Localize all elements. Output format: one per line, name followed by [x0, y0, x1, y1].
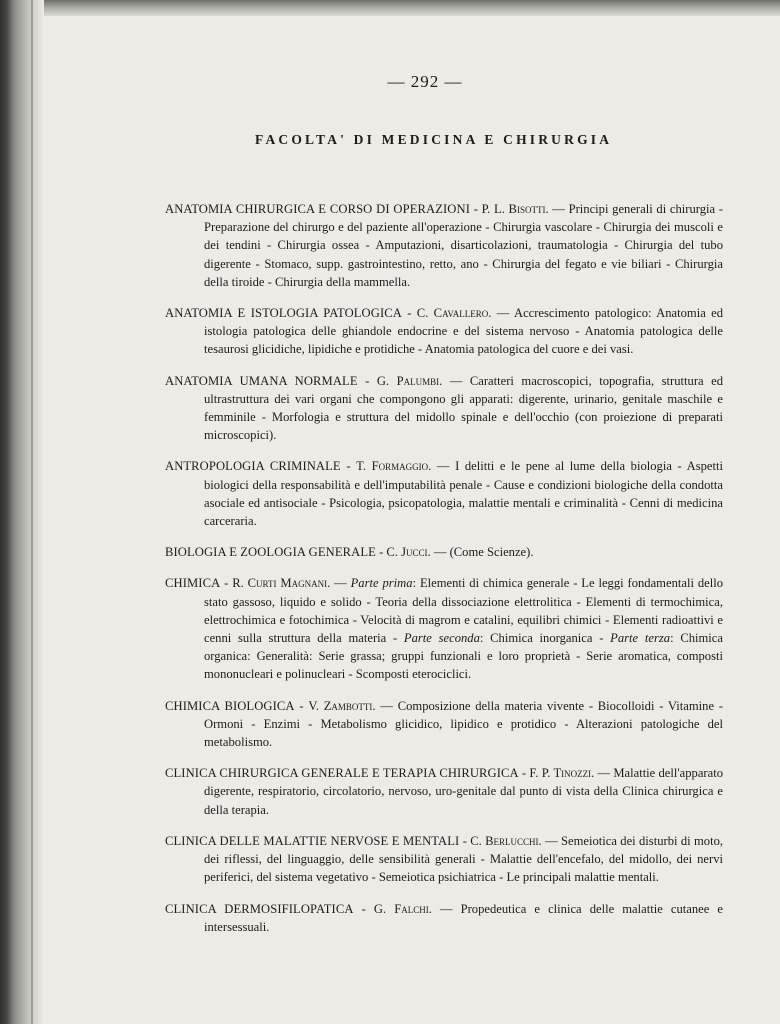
part-label: Parte prima: [350, 576, 413, 591]
course-title: CHIMICA: [165, 576, 221, 591]
course-entry-antropologia-criminale: ANTROPOLOGIA CRIMINALE - T. Formaggio. — I delitti e le pene al lume della biologia - Aspetti biologici della responsabilità e dell'imputabilità penale - Cause e condizioni biologiche della condotta asociale ed antisociale - Psicologia, psicopatologia, malattie mentali e criminalità - Cenni di medicina carceraria.: [165, 459, 724, 529]
course-professor: T. Formaggio.: [356, 459, 432, 474]
course-professor: F. P. Tinozzi.: [529, 766, 595, 781]
faculty-title: FACOLTA' DI MEDICINA E CHIRURGIA: [255, 132, 613, 147]
course-professor: C. Jucci.: [386, 545, 431, 560]
course-professor: V. Zambotti.: [308, 698, 376, 713]
course-entry-clinica-dermosifilopatica: CLINICA DERMOSIFILOPATICA - G. Falchi. — Propedeutica e clinica delle malattie cutanee e intersessuali.: [165, 901, 723, 934]
course-title: CLINICA DERMOSIFILOPATICA: [165, 901, 354, 916]
course-title: BIOLOGIA E ZOOLOGIA GENERALE: [165, 545, 376, 560]
course-professor: P. L. Bisotti.: [481, 202, 549, 216]
course-description: Composizione della materia vivente - Biocolloidi - Vitamine - Ormoni - Enzimi - Metabolismo glicidico, lipidico e protidico - Alterazioni patologiche del metabolismo.: [204, 698, 724, 750]
course-title: ANATOMIA CHIRURGICA E CORSO DI OPERAZIONI: [165, 202, 470, 216]
course-description: [204, 576, 723, 681]
course-description: I delitti e le pene al lume della biologia - Aspetti biologici della responsabilità e dell'imputabilità penale - Cause e condizioni biologiche della condotta asociale ed antisociale - Psicologia, psicopatologia, malattie mentali e criminalità - Cenni di medicina carceraria.: [204, 459, 724, 529]
course-professor: C. Cavallero.: [416, 306, 492, 321]
course-title: CHIMICA BIOLOGICA: [165, 698, 295, 713]
course-title: ANATOMIA UMANA NORMALE: [165, 373, 358, 388]
page-number: — 292 —: [387, 72, 463, 91]
course-professor: G. Palumbi.: [376, 373, 443, 388]
part-label: Parte seconda: [403, 631, 480, 646]
course-entry-chimica: CHIMICA - R. Curti Magnani. — Parte prima: Elementi di chimica generale - Le leggi fondamentali dello stato gassoso, liquido e solido - Teoria della dissociazione elettrolitica - Elementi di termochimica, elettrochimica e fotochimica - Velocità di magrom e catalini, equilibri chimici - Elementi radioattivi e cenni sulla struttura della materia - Parte seconda: Chimica inorganica - Parte terza: Chimica organica: Generalità: Serie grassa; gruppi funzionali e loro proprietà - Serie aromatica, composti mononucleari e polinucleari - Scomposti eterociclici.: [165, 576, 724, 682]
course-professor: C. Berlucchi.: [470, 833, 542, 848]
course-description: Semeiotica dei disturbi di moto, dei riflessi, del linguaggio, delle sensibilità generali - Malattie dell'encefalo, del midollo, dei nervi periferici, del sistema vegetativo - Semeiotica psichiatrica - Le principali malattie mentali.: [204, 833, 724, 885]
course-title: ANTROPOLOGIA CRIMINALE: [165, 459, 341, 474]
part-text: : Chimica inorganica -: [479, 631, 611, 646]
course-title: CLINICA DELLE MALATTIE NERVOSE E MENTALI: [165, 833, 460, 848]
course-entry-clinica-malattie-nervose: CLINICA DELLE MALATTIE NERVOSE E MENTALI - C. Berlucchi. — Semeiotica dei disturbi di moto, dei riflessi, del linguaggio, delle sensibilità generali - Malattie dell'encefalo, del midollo, dei nervi periferici, del sistema vegetativo - Semeiotica psichiatrica - Le principali malattie mentali.: [165, 833, 724, 885]
part-text: : Chimica organica: Generalità: Serie grassa; gruppi funzionali e loro proprietà - Serie aromatica, composti mononucleari e polinucleari - Scomposti eterociclici.: [204, 631, 723, 682]
course-description: Propedeutica e clinica delle malattie cutanee e intersessuali.: [204, 901, 723, 934]
course-list: [165, 200, 723, 949]
part-label: Parte terza: [610, 631, 671, 646]
course-entry-anatomia-chirurgica: ANATOMIA CHIRURGICA E CORSO DI OPERAZIONI - P. L. Bisotti. — Principi generali di chirurgia - Preparazione del chirurgo e del paziente all'operazione - Chirurgia vascolare - Chirurgia dei muscoli e dei tendini - Chirurgia ossea - Amputazioni, disarticolazioni, traumatologia - Chirurgia del tubo digerente - Stomaco, supp. gastrointestino, retto, ano - Chirurgia del fegato e vie biliari - Chirurgia della tiroide - Chirurgia della mammella.: [165, 202, 724, 289]
course-description: (Come Scienze).: [449, 545, 534, 560]
part-text: : Elementi di chimica generale - Le leggi fondamentali dello stato gassoso, liquido e solido - Teoria della dissociazione elettrolitica - Elementi di termochimica, elettrochimica e fotochimica - Velocità di magrom e catalini, equilibri chimici - Elementi radioattivi e cenni sulla struttura della materia -: [204, 576, 724, 646]
course-entry-anatomia-patologica: ANATOMIA E ISTOLOGIA PATOLOGICA - C. Cavallero. — Accrescimento patologico: Anatomia ed istologia patologica delle ghiandole endocrine e del sistema nervoso - Anatomia patologica delle tesaurosi glicidiche, lipidiche e protidiche - Anatomia patologica del cuore e dei vasi.: [165, 306, 723, 357]
course-professor: R. Curti Magnani.: [232, 576, 331, 591]
course-entry-chimica-biologica: CHIMICA BIOLOGICA - V. Zambotti. — Composizione della materia vivente - Biocolloidi - Vitamine - Ormoni - Enzimi - Metabolismo glicidico, lipidico e protidico - Alterazioni patologiche del metabolismo.: [165, 698, 724, 750]
course-description: Malattie dell'apparato digerente, respiratorio, circolatorio, nervoso, uro-genitale dal punto di vista della Clinica chirurgica e della terapia.: [204, 766, 723, 817]
course-title: CLINICA CHIRURGICA GENERALE E TERAPIA CHIRURGICA: [165, 766, 519, 781]
course-entry-biologia: BIOLOGIA E ZOOLOGIA GENERALE - C. Jucci. — (Come Scienze).: [165, 545, 534, 560]
course-description: Principi generali di chirurgia - Preparazione del chirurgo e del paziente all'operazione - Chirurgia vascolare - Chirurgia dei muscoli e dei tendini - Chirurgia ossea - Amputazioni, disarticolazioni, traumatologia - Chirurgia del tubo digerente - Stomaco, supp. gastrointestino, retto, ano - Chirurgia del fegato e vie biliari - Chirurgia della tiroide - Chirurgia della mammella.: [204, 202, 724, 289]
course-description: Caratteri macroscopici, topografia, struttura ed ultrastruttura dei vari organi che compongono gli apparati: digerente, urinario, genitale maschile e femminile - Morfologia e struttura del midollo spinale e dell'occhio (con proiezione di preparati microscopici).: [204, 373, 723, 443]
course-professor: G. Falchi.: [373, 901, 432, 916]
course-entry-clinica-chirurgica: CLINICA CHIRURGICA GENERALE E TERAPIA CHIRURGICA - F. P. Tinozzi. — Malattie dell'apparato digerente, respiratorio, circolatorio, nervoso, uro-genitale dal punto di vista della Clinica chirurgica e della terapia.: [165, 766, 723, 817]
course-entry-anatomia-umana: ANATOMIA UMANA NORMALE - G. Palumbi. — Caratteri macroscopici, topografia, struttura ed ultrastruttura dei vari organi che compongono gli apparati: digerente, urinario, genitale maschile e femminile - Morfologia e struttura del midollo spinale e dell'occhio (con proiezione di preparati microscopici).: [165, 373, 723, 443]
course-title: ANATOMIA E ISTOLOGIA PATOLOGICA: [165, 306, 402, 321]
course-description: Accrescimento patologico: Anatomia ed istologia patologica delle ghiandole endocrine e del sistema nervoso - Anatomia patologica delle tesaurosi glicidiche, lipidiche e protidiche - Anatomia patologica del cuore e dei vasi.: [204, 306, 723, 357]
